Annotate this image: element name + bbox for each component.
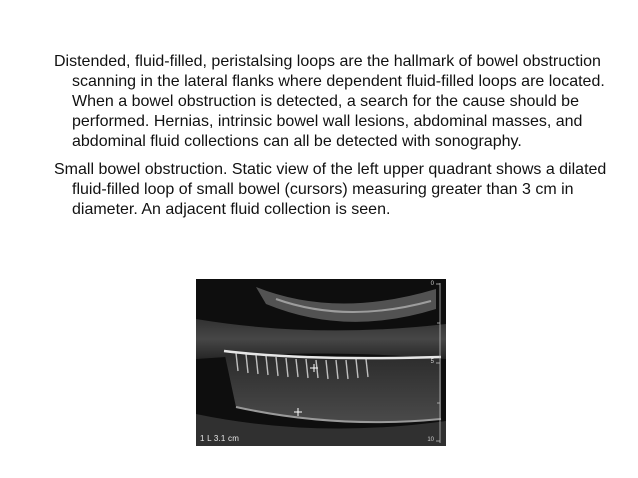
paragraph-description: Distended, fluid-filled, peristalsing loops are the hallmark of bowel obstruction scanning in the lateral flanks where dependent fluid-filled loops are located. When a bowel obstruction is detected, a search for the cause should be performed. Hernias, intrinsic bowel wall lesions, abdominal masses, and abdominal fluid collections can all be detected with sonography. (54, 53, 605, 150)
depth-label-10: 10 (427, 437, 434, 443)
text-block (54, 52, 614, 228)
paragraph-figure-caption: Small bowel obstruction. Static view of the left upper quadrant shows a dilated fluid-filled loop of small bowel (cursors) measuring greater than 3 cm in diameter. An adjacent fluid collection is seen. (54, 161, 607, 218)
ultrasound-image (196, 279, 446, 446)
depth-label-0: 0 (430, 281, 434, 287)
depth-label-5: 5 (430, 359, 434, 365)
ultrasound-scan (196, 279, 446, 446)
measurement-caption: 1 L 3.1 cm (200, 434, 240, 443)
